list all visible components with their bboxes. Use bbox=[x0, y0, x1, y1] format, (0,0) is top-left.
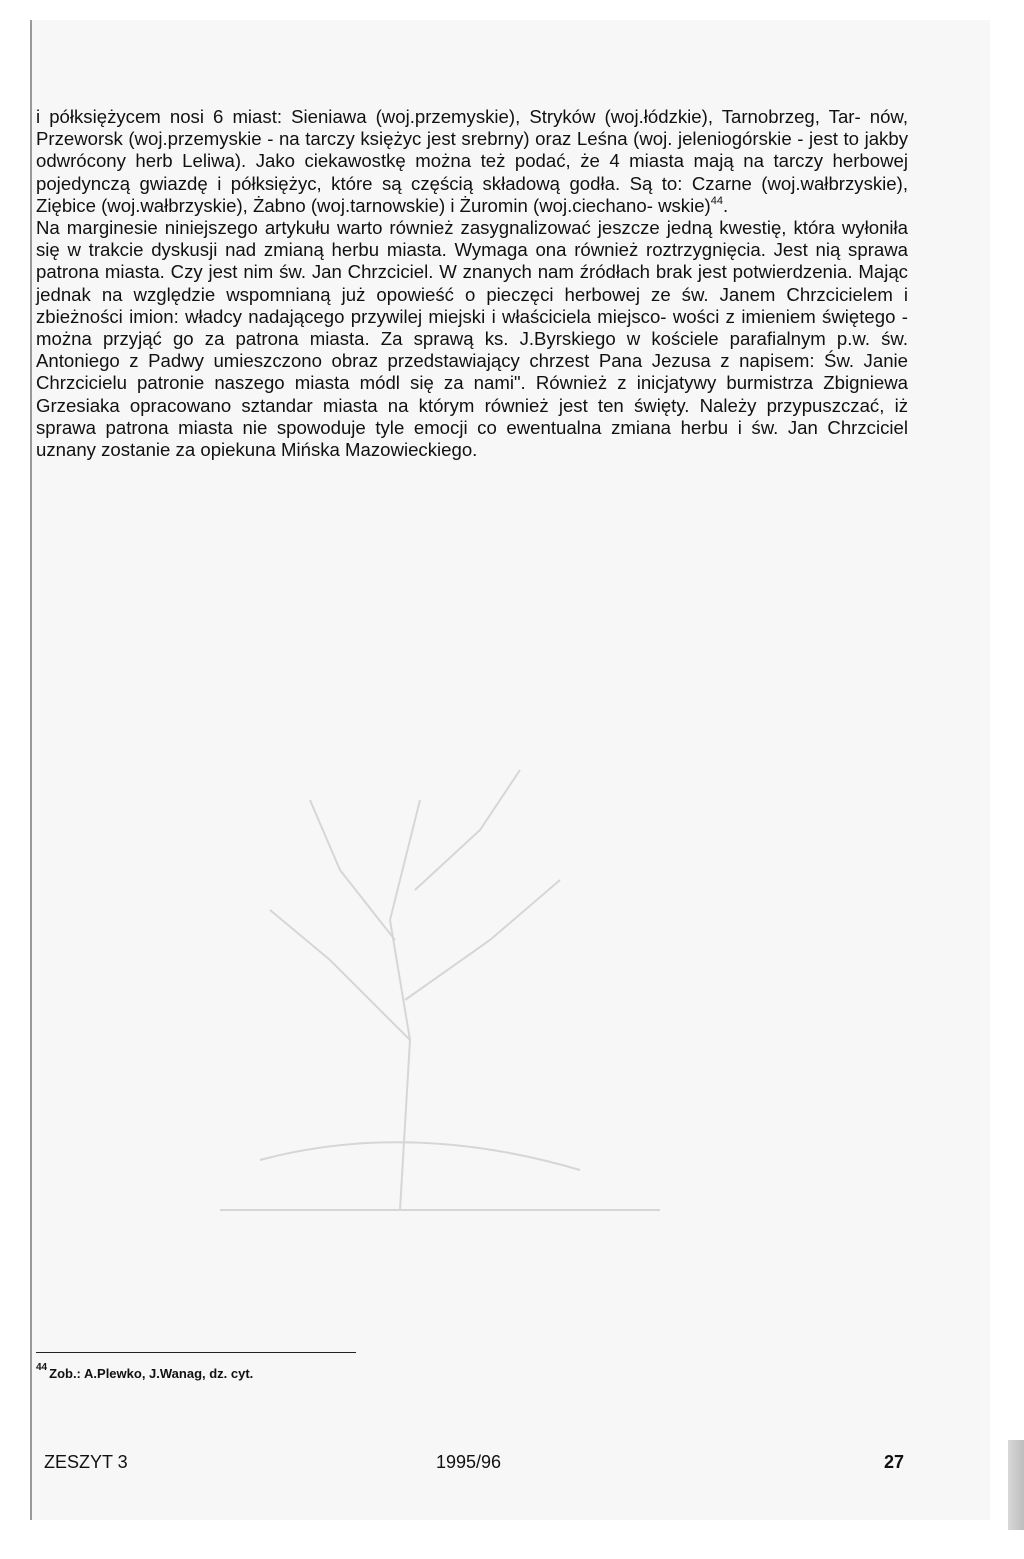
text-line: Janem Chrzcicielem i zbieżności imion: władcy nadającego przywilej miejski i właściciela miejsco- bbox=[36, 283, 909, 327]
page-number: 27 bbox=[884, 1452, 905, 1472]
text-line: wości z imieniem świętego - można przyjąć go za patrona miasta. Za sprawą ks. J.Byrskiego w bbox=[36, 305, 908, 350]
article-body bbox=[36, 106, 908, 461]
text-line: (woj.wałbrzyskie), Ziębice (woj.wałbrzyskie), Żabno (woj.tarnowskie) i Żuromin (woj.ciechano- bbox=[36, 172, 908, 216]
text-line: zmiana herbu i św. Jan Chrzciciel uznany zostanie za opiekuna Mińska Mazowieckiego. bbox=[36, 416, 908, 461]
page-left-edge bbox=[30, 20, 32, 1520]
text-line: nów, Przeworsk (woj.przemyskie - na tarczy księżyc jest srebrny) oraz Leśna (woj. jeleniogórskie - bbox=[36, 106, 908, 150]
text-line: inicjatywy burmistrza Zbigniewa Grzesiaka opracowano sztandar miasta na którym również jest ten bbox=[36, 372, 909, 416]
paragraph-1 bbox=[36, 106, 908, 217]
text-line: i półksiężycem nosi 6 miast: Sieniawa (woj.przemyskie), Stryków (woj.łódzkie), Tarnobrzeg, Tar- bbox=[36, 106, 861, 127]
footnote-separator bbox=[36, 1352, 356, 1353]
text-line: Jezusa z napisem: Św. Janie Chrzcicielu patronie naszego miasta módl się za nami". Również z bbox=[36, 350, 909, 394]
text-punct: . bbox=[723, 194, 729, 216]
text-line: kościele parafialnym p.w. św. Antoniego z Padwy umieszczono obraz przedstawiający chrzest Pana bbox=[36, 328, 908, 372]
text-line: wyłoniła się w trakcie dyskusji nad zmianą herbu miasta. Wymaga ona również roztrzygnięcia. Jest bbox=[36, 217, 909, 261]
text-line: święty. Należy przypuszczać, iż sprawa patrona miasta nie spowoduje tyle emocji co ewentualna bbox=[36, 394, 908, 438]
show-through-photo bbox=[160, 740, 720, 1220]
footnote-reference: 44 bbox=[710, 194, 723, 207]
show-through-reverse-page bbox=[40, 540, 910, 1320]
paragraph-2 bbox=[36, 217, 908, 461]
footer-issue: ZESZYT 3 bbox=[44, 1452, 128, 1472]
text-line: Na marginesie niniejszego artykułu warto również zasygnalizować jeszcze jedną kwestię, która bbox=[36, 217, 835, 239]
text-line: potwierdzenia. Mając jednak na względzie wspomnianą już opowieść o pieczęci herbowej ze św. bbox=[36, 261, 908, 305]
page-right-shadow bbox=[1008, 1440, 1024, 1530]
footnote bbox=[36, 1362, 254, 1381]
text-line: jest to jakby odwrócony herb Leliwa). Jako ciekawostkę można też podać, że 4 miasta mają na bbox=[36, 128, 908, 172]
footnote-mark: 44 bbox=[36, 1362, 48, 1373]
text-line: wskie) bbox=[658, 194, 711, 216]
footer-year: 1995/96 bbox=[436, 1452, 502, 1472]
text-line: tarczy herbowej pojedynczą gwiazdę i półksiężyc, które są częścią składową godła. Są to: Czarne bbox=[36, 150, 908, 194]
text-line: nią sprawa patrona miasta. Czy jest nim św. Jan Chrzciciel. W znanych nam źródłach brak jest bbox=[36, 239, 908, 283]
footnote-text: Zob.: A.Plewko, J.Wanag, dz. cyt. bbox=[49, 1366, 254, 1381]
